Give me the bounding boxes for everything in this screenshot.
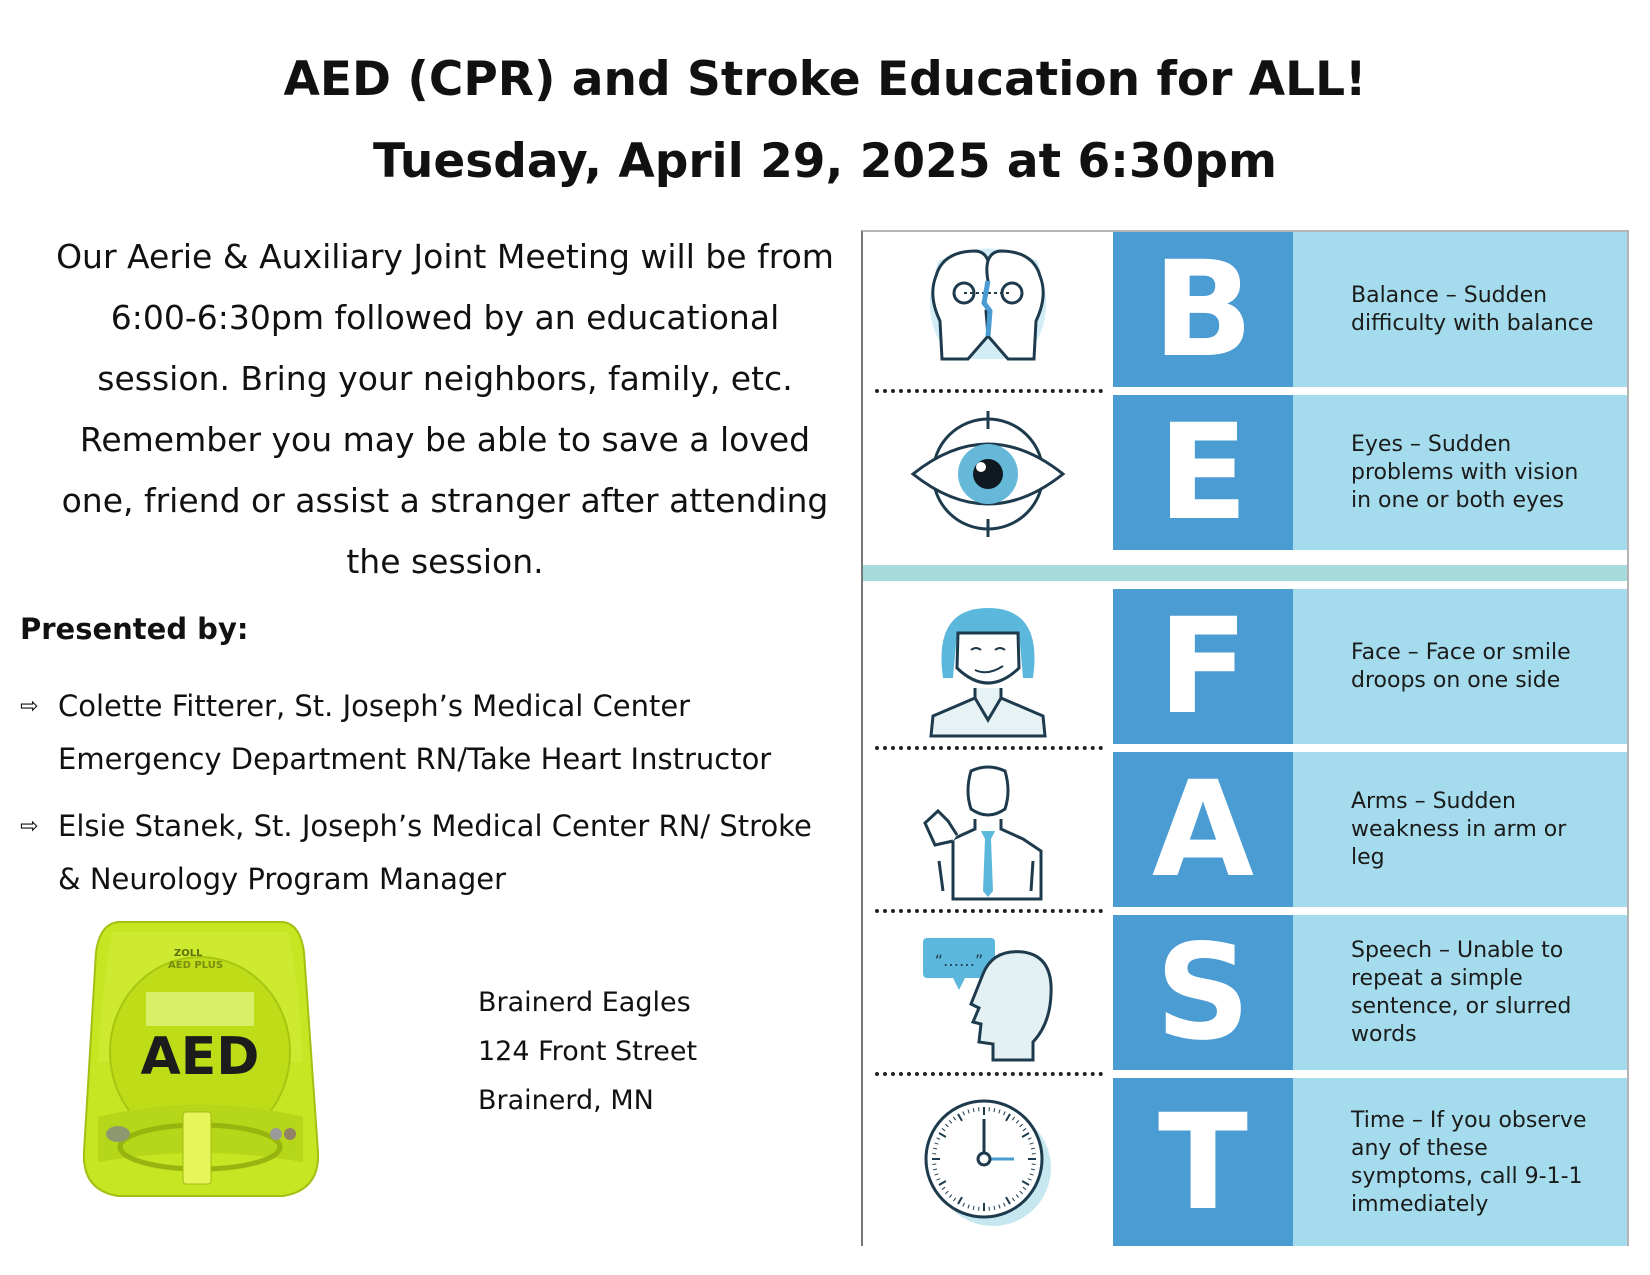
event-date: Tuesday, April 29, 2025 at 6:30pm — [373, 134, 1277, 189]
letter-a: A — [1113, 752, 1293, 907]
aed-brand-text: ZOLL — [174, 948, 203, 959]
presenter-item — [20, 680, 840, 786]
eye-icon — [863, 395, 1113, 552]
dotted-divider — [875, 909, 1103, 913]
location-street: 124 Front Street — [478, 1036, 698, 1067]
page-title: AED (CPR) and Stroke Education for ALL! — [283, 52, 1367, 107]
double-arrow-icon: ⇨ — [20, 814, 39, 839]
clock-icon — [863, 1078, 1113, 1246]
letter-e: E — [1113, 395, 1293, 550]
be-fast-row-eyes — [863, 395, 1627, 552]
desc-cell — [1293, 395, 1627, 550]
double-arrow-icon: ⇨ — [20, 694, 39, 719]
letter-b: B — [1113, 232, 1293, 387]
desc-cell — [1293, 232, 1627, 387]
desc-cell — [1293, 589, 1627, 744]
desc-cell — [1293, 1078, 1627, 1246]
letter-s: S — [1113, 915, 1293, 1070]
be-fast-row-speech — [863, 915, 1627, 1072]
svg-text:“……”: “……” — [934, 950, 984, 970]
presenter-text: Elsie Stanek, St. Joseph’s Medical Center RN/ Stroke & Neurology Program Manager — [58, 809, 812, 896]
letter-t: T — [1113, 1078, 1293, 1246]
row-description: Time – If you observe any of these symptoms, call 9-1-1 immediately — [1351, 1108, 1587, 1217]
speech-icon — [863, 915, 1113, 1072]
face-icon — [863, 589, 1113, 746]
letter-f: F — [1113, 589, 1293, 744]
balance-heads-icon — [863, 232, 1113, 389]
location-name: Brainerd Eagles — [478, 987, 691, 1018]
row-description: Arms – Sudden weakness in arm or leg — [1351, 788, 1567, 870]
location-city: Brainerd, MN — [478, 1085, 654, 1116]
be-fast-row-time — [863, 1078, 1627, 1246]
aed-device-image — [78, 912, 323, 1202]
presenter-text: Colette Fitterer, St. Joseph’s Medical Center Emergency Department RN/Take Heart Instructor — [58, 689, 772, 776]
location-address — [478, 978, 697, 1125]
dotted-divider — [875, 746, 1103, 750]
be-fast-chart — [861, 230, 1629, 1246]
aed-label-text: AED — [140, 1027, 260, 1087]
presented-by-heading: Presented by: — [20, 612, 249, 646]
aed-model-text: AED PLUS — [168, 960, 224, 971]
row-description: Balance – Sudden difficulty with balance — [1351, 282, 1594, 336]
desc-cell — [1293, 752, 1627, 907]
desc-cell — [1293, 915, 1627, 1070]
dotted-divider — [875, 1072, 1103, 1076]
dotted-divider — [875, 389, 1103, 393]
presenter-item — [20, 800, 840, 906]
be-fast-row-face — [863, 589, 1627, 746]
be-fast-row-balance — [863, 232, 1627, 389]
row-description: Eyes – Sudden problems with vision in one or both eyes — [1351, 431, 1579, 513]
intro-paragraph: Our Aerie & Auxiliary Joint Meeting will be from 6:00-6:30pm followed by an educational session. Bring your neighbors, family, etc. Remember you may be able to save a loved one, friend or assist a stranger after attending the session. — [56, 237, 834, 581]
divider-strip — [863, 565, 1627, 581]
row-description: Speech – Unable to repeat a simple sentence, or slurred words — [1351, 937, 1572, 1047]
row-description: Face – Face or smile droops on one side — [1351, 639, 1571, 693]
arm-icon — [863, 752, 1113, 909]
be-fast-row-arms — [863, 752, 1627, 909]
